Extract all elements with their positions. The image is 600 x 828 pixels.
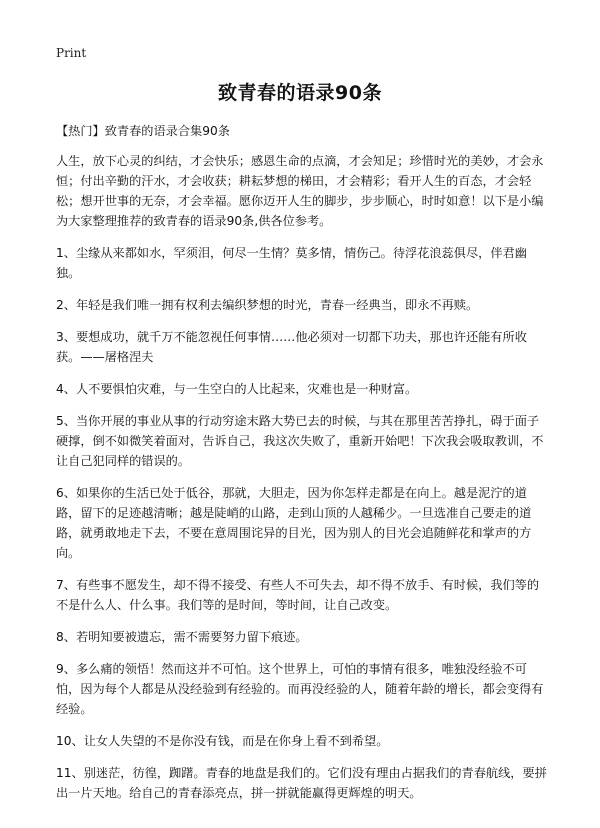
quote-item: 11、别迷茫，彷徨，踟躇。青春的地盘是我们的。它们没有理由占据我们的青春航线，要拼出一片天地。给自己的青春添亮点，拼一拼就能赢得更辉煌的明天。 [56, 766, 547, 800]
quote-item: 10、让女人失望的不是你没有钱，而是在你身上看不到希望。 [56, 734, 389, 748]
quote-item: 5、当你开展的事业从事的行动穷途末路大势已去的时候，与其在那里苦苦挣扎，碍于面子硬撑，倒不如微笑着面对，告诉自己，我这次失败了，重新开始吧！下次我会吸取教训，不让自己犯同样的错误的。 [56, 414, 544, 468]
intro-paragraph: 人生，放下心灵的纠结，才会快乐；感恩生命的点滴，才会知足；珍惜时光的美妙，才会永恒；付出辛勤的汗水，才会收获；耕耘梦想的梯田，才会精彩；看开人生的百态，才会轻松；想开世事的无奈，才会幸福。愿你迈开人生的脚步，步步顺心，时时如意！以下是小编为大家整理推荐的致青春的语录90条,供各位参考。 [56, 154, 544, 228]
quote-item: 8、若明知要被遗忘，需不需要努力留下痕迹。 [56, 630, 308, 644]
quote-item: 3、要想成功，就千万不能忽视任何事情……他必须对一切都下功夫，那也许还能有所收获。——屠格涅夫 [56, 330, 527, 364]
quote-item: 6、如果你的生活已处于低谷，那就，大胆走，因为你怎样走都是在向上。越是泥泞的道路，留下的足迹越清晰；越是陡峭的山路，走到山顶的人越稀少。一旦选准自己要走的道路，就勇敢地走下去，不要在意周围诧异的目光，因为别人的目光会追随鲜花和掌声的方向。 [56, 486, 532, 560]
hot-tag: 【热门】 [56, 124, 105, 138]
article-body [56, 121, 548, 815]
quote-item: 2、年轻是我们唯一拥有权利去编织梦想的时光，青春一经典当，即永不再赎。 [56, 298, 479, 312]
quote-item: 4、人不要惧怕灾难，与一生空白的人比起来，灾难也是一种财富。 [56, 382, 418, 396]
hot-title: 致青春的语录合集90条 [104, 124, 230, 138]
page-title: 致青春的语录90条 [218, 82, 382, 104]
quote-item: 1、尘缘从来都如水，罕须泪，何尽一生情？莫多情，情伤己。待浮花浪蕊俱尽，伴君幽独。 [56, 246, 527, 280]
hot-heading [56, 121, 548, 141]
print-link[interactable]: Print [56, 46, 87, 60]
quote-item: 9、多么痛的领悟！然而这并不可怕。这个世界上，可怕的事情有很多，唯独没经验不可怕，因为每个人都是从没经验到有经验的。而再没经验的人，随着年龄的增长，都会变得有经验。 [56, 662, 544, 716]
quote-item: 7、有些事不愿发生，却不得不接受、有些人不可失去，却不得不放手、有时候，我们等的不是什么人、什么事。我们等的是时间，等时间，让自己改变。 [56, 578, 540, 612]
